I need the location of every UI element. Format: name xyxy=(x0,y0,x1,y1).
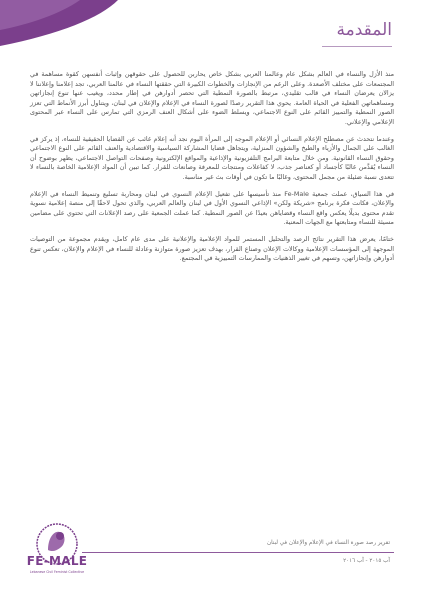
logo-text: FE-MALE xyxy=(26,554,88,568)
paragraph-3: في هذا السياق، عملت جمعية Fe-Male منذ تأسيسها على تفعيل الإعلام النسوي في لبنان ومحاربة تسليع وتنميط النساء في الإعلام والإعلان، فكانت فكرة برنامج «شريكة ولكن» الإذاعي النسوي الأول في لبنان والعالم العربي، والذي تحول لاحقًا إلى منصة إعلامية نسوية تقدم محتوى بديلًا يعكس واقع النساء وقضاياهن بعيدًا عن الصور النمطية. كما عملت الجمعية على رصد الإعلانات التي تحتوي على مضامين مسيئة للنساء ومتابعتها مع الجهات المعنية. xyxy=(30,189,394,227)
logo-subtitle: Lebanese Civil Feminist Collective xyxy=(29,570,85,574)
paragraph-2: وعندما نتحدث عن مصطلح الإعلام النسائي أو الإعلام الموجه إلى المرأة اليوم نجد أنه إعلام غائب عن القضايا الحقيقية للنساء، إذ يركز في الغالب على الجمال والأزياء والطبخ والشؤون المنزلية، ويتجاهل قضايا المشاركة السياسية والاقتصادية والعنف القائم على النوع الاجتماعي وحقوق النساء القانونية. ومن خلال متابعة البرامج التلفزيونية والإذاعية والمواقع الإلكترونية وصفحات التواصل الاجتماعي، يظهر بوضوح أن النساء يُقدَّمن غالبًا كأجساد أو كعناصر جذب، لا كفاعلات ومنتجات للمعرفة وصانعات للقرار. كما تبين أن المواد الإعلامية الخاصة بالنساء لا تتعدى نسبة ضئيلة من مجمل المحتوى، وغالبًا ما تكون في أوقات بث غير مناسبة. xyxy=(30,134,394,181)
footer-report-title: تقرير رصد صورة النساء في الإعلام والإعلان في لبنان xyxy=(267,540,390,546)
paragraph-1: منذ الأزل والنساء في العالم بشكل عام وعالمنا العربي بشكل خاص يحاربن للحصول على حقوقهن وإثبات أنفسهن كقوة مساهمة في المجتمعات على مختلف الأصعدة. وعلى الرغم من الإنجازات والخطوات الكبيرة التي حققتها النساء في عالمنا العربي، تجد إعلامنا وإعلاننا لا يزالان يعرضان النساء في قالب تقليدي، مرتبط بالصورة النمطية التي تحصر أدوارهن في إطار محدد، ويغيب عنها تنوع إنجازاتهن ومساهماتهن الفعلية في الحياة العامة. يحوي هذا التقرير رصدًا لصورة النساء في الإعلام والإعلان في لبنان، ويتناول أبرز الأنماط التي تعزز الصور النمطية والتمييز القائم على النوع الاجتماعي، ويسلط الضوء على أشكال العنف الرمزي التي تمارس على النساء عبر المحتوى الإعلامي والإعلاني. xyxy=(30,70,394,126)
title-underline xyxy=(322,46,392,47)
footer-date: آب ٢٠١٥ - آب ٢٠١٦ xyxy=(343,558,390,564)
page-title: المقدمة xyxy=(336,20,392,40)
paragraph-4: ختامًا، يعرض هذا التقرير نتائج الرصد والتحليل المستمر للمواد الإعلامية والإعلانية على مدى عام كامل، ويقدم مجموعة من التوصيات الموجهة إلى المؤسسات الإعلامية ووكالات الإعلان وصناع القرار، بهدف تعزيز صورة متوازنة وعادلة للنساء في الإعلام والإعلان، تعكس تنوع أدوارهن وإنجازاتهن، وتسهم في تغيير الذهنيات والممارسات التمييزية في المجتمع. xyxy=(30,234,394,263)
footer-rule xyxy=(82,552,394,553)
page-footer xyxy=(0,510,424,600)
corner-decoration xyxy=(0,0,120,48)
body-text xyxy=(30,70,394,271)
